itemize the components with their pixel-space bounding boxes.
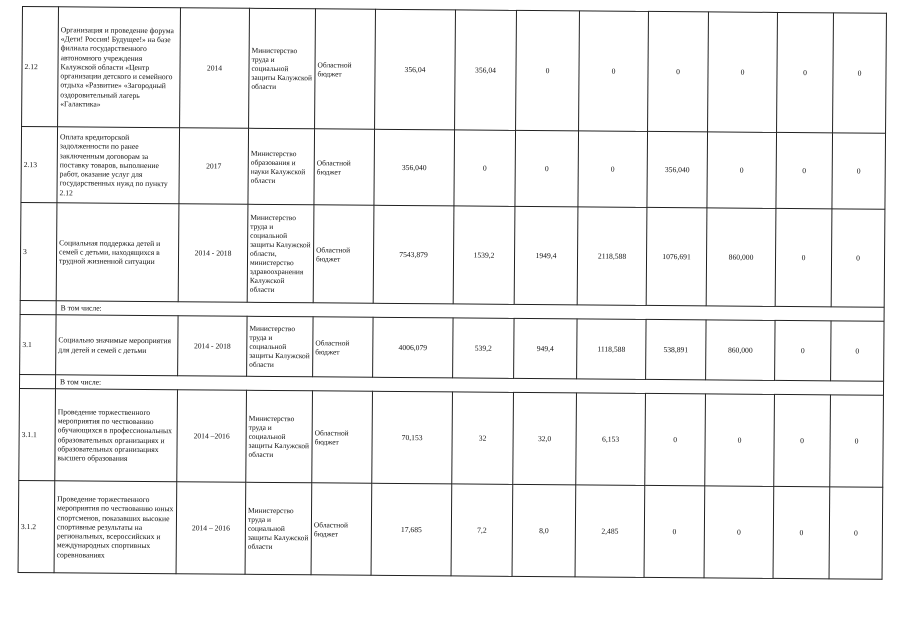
amount-y2017: 0 [648,11,709,131]
row-number: 3.1.1 [19,388,56,480]
amount-y2016: 2118,588 [577,207,647,306]
row-number: 2.12 [22,7,59,127]
row-number: 3 [20,202,57,300]
amount-y2014: 7,2 [451,484,513,576]
period-cell: 2014 [180,8,250,129]
table-row [20,202,885,307]
subheader-num-cell [19,374,55,388]
executor-cell: Министерство труда и социальной защиты Калужской области [245,482,312,575]
executor-cell: Министерство образования и науки Калужской области [248,128,315,205]
amount-y2016: 0 [578,131,648,208]
row-number: 2.13 [21,127,58,203]
amount-y2018: 0 [705,394,775,487]
amount-total: 7543,879 [373,205,454,304]
amount-y2020: 0 [830,395,884,487]
table-row [20,314,884,381]
row-number: 3.1 [20,314,56,374]
amount-y2017: 1076,691 [646,207,707,305]
amount-y2015: 32,0 [513,392,577,484]
subheader-label: В том числе: [55,375,883,396]
amount-y2018: 860,000 [706,208,776,307]
table-row [18,480,883,579]
amount-y2014: 1539,2 [453,206,515,304]
amount-total: 356,04 [375,9,456,130]
funding-source-cell: Областной бюджет [311,483,372,575]
amount-y2020: 0 [831,321,884,381]
funding-source-cell: Областной бюджет [314,129,375,205]
amount-y2014: 32 [452,392,514,484]
executor-cell: Министерство труда и социальной защиты Калужской области, министерство здравоохранения Калужской области [247,204,314,303]
amount-y2019: 0 [773,486,830,578]
amount-y2015: 0 [516,10,580,130]
amount-y2018: 0 [704,486,774,579]
amount-y2019: 0 [777,12,834,132]
activity-name: Социальная поддержка детей и семей с детьми, находящихся в трудной жизненной ситуации [56,203,179,302]
amount-total: 70,153 [372,391,453,484]
funding-source-cell: Областной бюджет [315,9,376,129]
amount-y2018: 0 [708,12,778,133]
amount-y2015: 0 [515,130,579,206]
amount-y2017: 538,891 [646,319,706,379]
amount-y2019: 0 [774,394,831,486]
executor-cell: Министерство труда и социальной защиты Калужской области [246,390,313,483]
amount-total: 356,040 [374,129,455,206]
period-cell: 2014 – 2016 [176,482,246,575]
period-cell: 2014 - 2018 [178,316,247,377]
amount-y2016: 6,153 [576,393,646,486]
amount-y2017: 0 [645,393,706,485]
period-cell: 2017 [179,128,249,205]
amount-y2018: 860,000 [706,320,775,381]
table-row [19,388,884,487]
funding-source-cell: Областной бюджет [313,317,373,377]
activity-name: Социально значимые мероприятия для детей и семей с детьми [56,315,178,376]
amount-y2015: 949,4 [514,318,577,378]
amount-y2015: 1949,4 [514,206,578,304]
executor-cell: Министерство труда и социальной защиты Калужской области [247,316,313,377]
amount-y2019: 0 [775,208,832,306]
amount-y2019: 0 [775,320,831,380]
amount-total: 17,685 [371,483,452,576]
period-cell: 2014 –2016 [177,390,247,483]
table-row [21,127,886,210]
amount-y2016: 0 [579,11,649,132]
amount-y2019: 0 [776,132,833,208]
table-row [22,7,887,134]
amount-y2014: 356,04 [455,10,517,130]
budget-table [18,6,887,580]
amount-y2014: 539,2 [453,318,514,378]
amount-y2020: 0 [833,13,887,133]
activity-name: Оплата кредиторской задолженности по ранее заключенным договорам за поставку товаров, выполнение работ, оказание услуг для государственных нужд по пункту 2.12 [57,127,180,204]
amount-y2018: 0 [707,132,777,209]
amount-y2020: 0 [831,209,885,307]
funding-source-cell: Областной бюджет [312,391,373,483]
amount-y2015: 8,0 [512,484,576,576]
activity-name: Проведение торжественного мероприятия по чествованию юных спортсменов, показавших высокие спортивные результаты на региональных, всероссийских и международных спортивных соревнованиях [54,481,177,574]
period-cell: 2014 - 2018 [178,204,248,303]
subheader-num-cell [20,300,56,314]
amount-total: 4006,079 [373,317,453,378]
activity-name: Организация и проведение форума «Дети! Россия! Будущее!» на базе филиала государственного автономного учреждения Калужской области «Центр организации детского и семейного отдыха «Развитие» «Загородный оздоровительный лагерь «Галактика» [58,7,181,128]
funding-source-cell: Областной бюджет [313,205,374,303]
amount-y2016: 1118,588 [577,319,646,380]
activity-name: Проведение торжественного мероприятия по чествованию обучающихся в профессиональных образовательных организациях и образовательных организациях высшего образования [55,389,178,482]
subheader-label: В том числе: [56,301,884,322]
amount-y2017: 356,040 [647,131,708,207]
amount-y2017: 0 [644,485,705,577]
row-number: 3.1.2 [18,480,55,572]
amount-y2016: 2,485 [575,485,645,578]
scanned-table-page [17,6,886,615]
amount-y2020: 0 [829,487,883,579]
table-body [18,7,886,580]
amount-y2020: 0 [832,133,886,209]
executor-cell: Министерство труда и социальной защиты Калужской области [249,8,316,129]
amount-y2014: 0 [454,130,516,206]
